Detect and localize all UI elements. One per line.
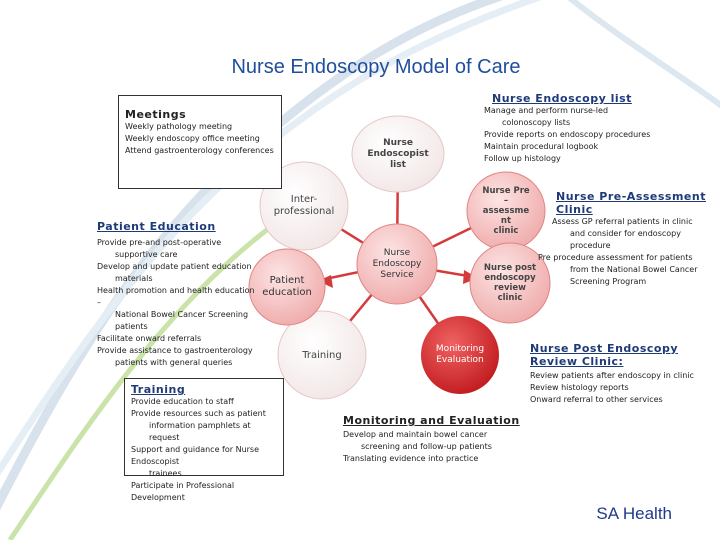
center-node-label: Nurse Endoscopy Service <box>372 247 422 280</box>
list-item: Provide resources such as patient <box>131 409 266 418</box>
post-review-heading: Nurse Post Endoscopy Review Clinic: <box>530 342 678 368</box>
list-item: Screening Program <box>570 277 647 286</box>
training-heading: Training <box>131 383 186 396</box>
list-item: Weekly pathology meeting <box>125 122 233 131</box>
node-monitoring-label: Monitoring Evaluation <box>435 344 485 365</box>
footer-brand: SA Health <box>596 504 672 523</box>
training-panel <box>124 378 284 502</box>
list-item: Translating evidence into practice <box>343 454 479 463</box>
node-inter-label: Inter- professional <box>273 194 335 217</box>
list-item: information pamphlets at request <box>149 421 251 442</box>
list-item: Provide pre-and post-operative <box>97 238 222 247</box>
post-review-panel <box>530 342 710 406</box>
list-item: National Bowel Cancer Screening <box>115 310 249 319</box>
list-item: Manage and perform nurse-led <box>484 106 609 115</box>
node-education-label: Patient education <box>262 275 312 298</box>
list-item: Participate in Professional Development <box>131 481 235 502</box>
list-item: Develop and maintain bowel cancer <box>343 430 488 439</box>
list-item: Assess GP referral patients in clinic <box>552 217 693 226</box>
endoscopy-list-heading: Nurse Endoscopy list <box>492 92 632 105</box>
pre-assessment-panel <box>538 190 720 288</box>
node-pre-label: Nurse Pre – assessme nt clinic <box>482 186 530 236</box>
list-item: Pre procedure assessment for patients <box>538 253 693 262</box>
list-item: patients with general queries <box>115 358 233 367</box>
list-item: Attend gastroenterology conferences <box>125 146 274 155</box>
list-item: colonoscopy lists <box>502 118 571 127</box>
page-title: Nurse Endoscopy Model of Care <box>231 56 521 78</box>
list-item: Support and guidance for Nurse Endoscopist <box>131 445 260 466</box>
list-item: trainees <box>149 469 182 478</box>
list-item: procedure <box>570 241 611 250</box>
list-item: patients <box>115 322 148 331</box>
pre-assessment-heading: Nurse Pre-Assessment Clinic <box>556 190 706 216</box>
patient-education-heading: Patient Education <box>97 220 216 233</box>
node-post-label: Nurse post endoscopy review clinic <box>483 263 537 303</box>
list-item: Develop and update patient education <box>97 262 252 271</box>
list-item: Maintain procedural logbook <box>484 142 599 151</box>
endoscopy-list-panel <box>484 92 664 165</box>
meetings-heading: Meetings <box>125 108 187 121</box>
monitoring-heading: Monitoring and Evaluation <box>343 414 520 427</box>
list-item: and consider for endoscopy <box>570 229 681 238</box>
list-item: materials <box>115 274 153 283</box>
list-item: Weekly endoscopy office meeting <box>125 134 260 143</box>
list-item: supportive care <box>115 250 178 259</box>
list-item: Provide education to staff <box>131 397 234 406</box>
list-item: Onward referral to other services <box>530 395 663 404</box>
meetings-panel <box>118 95 282 189</box>
list-item: Follow up histology <box>484 154 561 163</box>
node-list-label: Nurse Endoscopist list <box>367 137 429 170</box>
patient-education-panel <box>97 220 257 369</box>
list-item: Health promotion and health education – <box>97 286 255 307</box>
list-item: screening and follow-up patients <box>361 442 492 451</box>
list-item: Provide reports on endoscopy procedures <box>484 130 651 139</box>
node-training-label: Training <box>302 349 342 361</box>
monitoring-panel <box>343 414 523 465</box>
list-item: Provide assistance to gastroenterology <box>97 346 253 355</box>
list-item: Review patients after endoscopy in clinic <box>530 371 694 380</box>
list-item: Review histology reports <box>530 383 629 392</box>
list-item: from the National Bowel Cancer <box>570 265 698 274</box>
list-item: Facilitate onward referrals <box>97 334 202 343</box>
